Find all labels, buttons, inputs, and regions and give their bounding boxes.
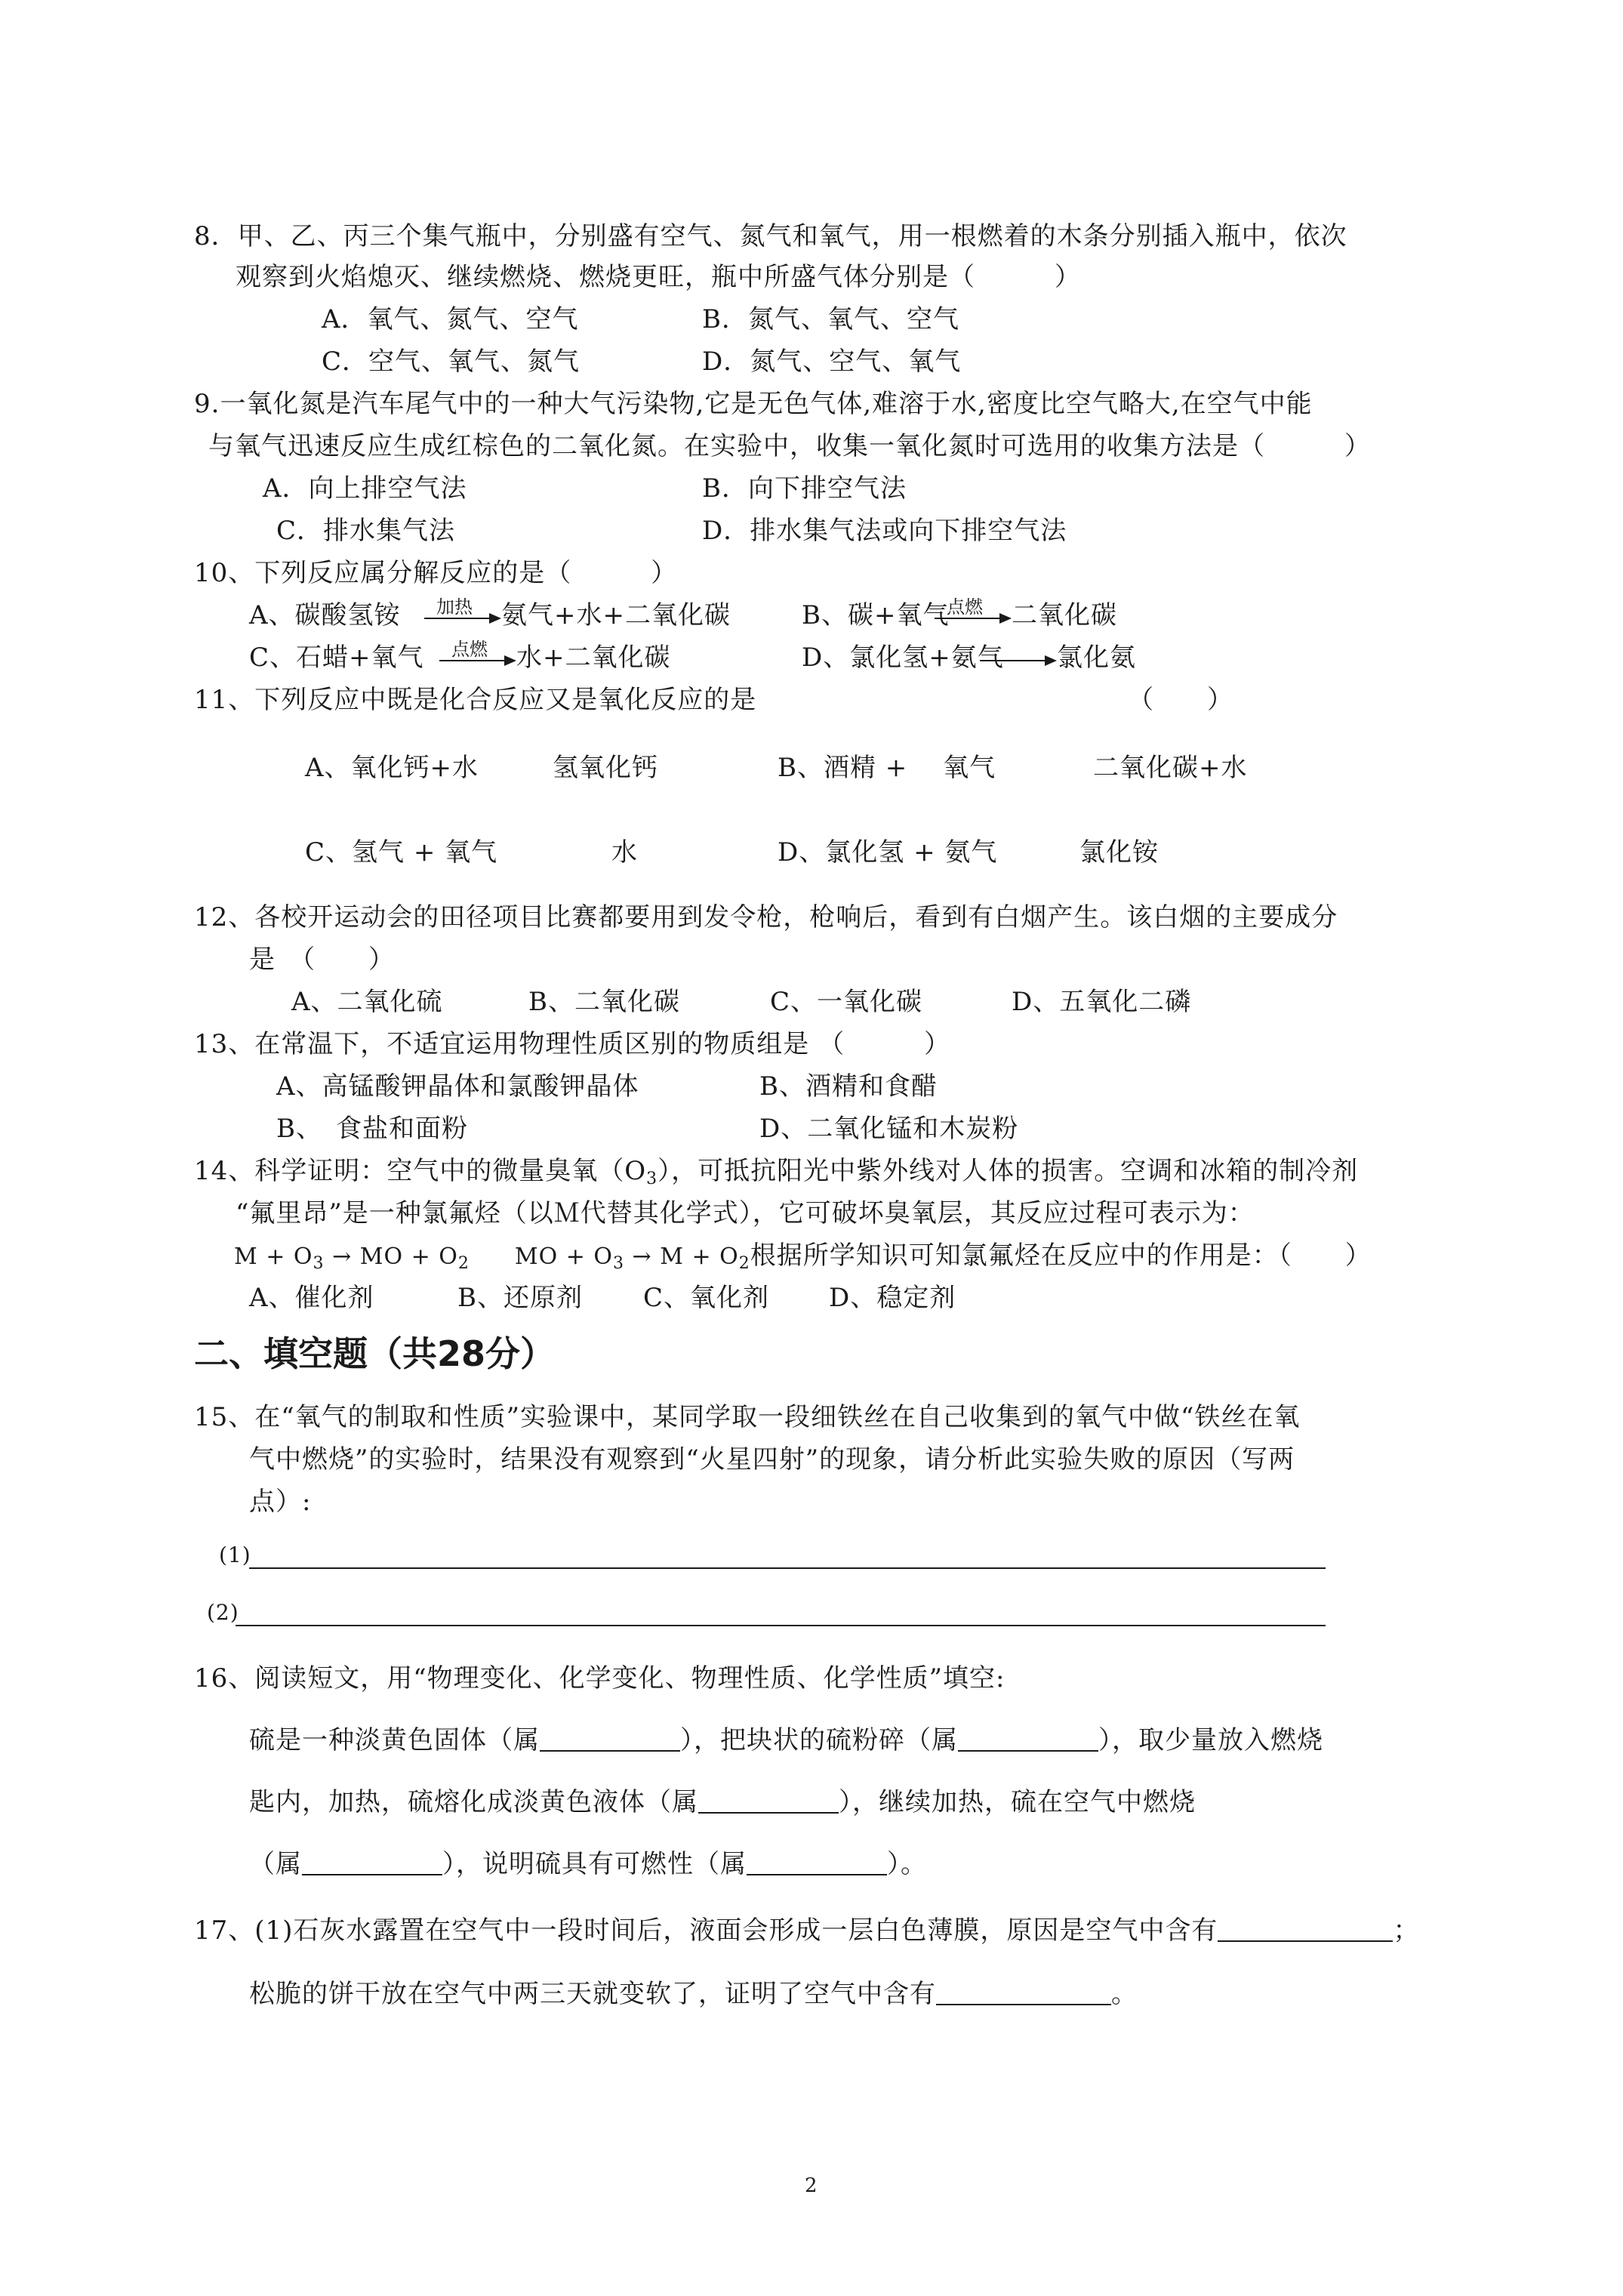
q16-stem: 16、阅读短文，用“物理变化、化学变化、物理性质、化学性质”填空: — [194, 1663, 1006, 1693]
reaction-arrow-icon — [438, 652, 518, 669]
q11-option-c-right: 水 — [611, 837, 638, 868]
q12-option-a: A、二氧化硫 — [291, 987, 443, 1017]
q13-option-d: D、二氧化锰和木炭粉 — [759, 1114, 1019, 1144]
q12-option-b: B、二氧化碳 — [528, 987, 680, 1017]
q14-option-b: B、还原剂 — [457, 1283, 583, 1313]
q11-option-b-right: 二氧化碳+水 — [1093, 753, 1248, 783]
q15-blank2-label: (2) — [207, 1600, 239, 1625]
q10-option-d-product: 氯化氨 — [1057, 643, 1136, 673]
q17-line2: 松脆的饼干放在空气中两三天就变软了，证明了空气中含有 。 — [249, 1979, 1138, 2009]
q17-line1: 17、(1)石灰水露置在空气中一段时间后，液面会形成一层白色薄膜，原因是空气中含有 ； — [194, 1915, 1420, 1946]
q8-option-c: C．空气、氧气、氮气 — [322, 347, 581, 377]
q10-option-a-reactant: A、碳酸氢铵 — [249, 600, 401, 630]
q11-option-d-right: 氯化铵 — [1079, 837, 1159, 868]
q10-option-d-reactant: D、氯化氢+氨气 — [802, 643, 1004, 673]
q10-option-b-product: 二氧化碳 — [1012, 600, 1117, 630]
q12-option-c: C、一氧化碳 — [770, 987, 923, 1017]
q11-option-a-right: 氢氧化钙 — [553, 753, 658, 783]
q10-option-b-reactant: B、碳+氧气 — [802, 600, 950, 630]
q13-option-c: B、 食盐和面粉 — [276, 1114, 468, 1144]
q10-option-c-condition: 点燃 — [451, 639, 488, 660]
q14-option-d: D、稳定剂 — [829, 1283, 956, 1313]
q10-stem: 10、下列反应属分解反应的是（ ） — [194, 558, 678, 588]
q8-stem-line1: 8．甲、乙、丙三个集气瓶中，分别盛有空气、氮气和氧气，用一根燃着的木条分别插入瓶中，依次 — [194, 221, 1347, 251]
q10-option-c-reactant: C、石蜡+氧气 — [249, 643, 424, 673]
q16-blank-3[interactable] — [698, 1789, 839, 1814]
q8-option-a: A．氧气、氮气、空气 — [322, 304, 579, 334]
q9-option-c: C．排水集气法 — [276, 516, 456, 546]
reaction-arrow-icon — [423, 610, 503, 627]
q12-stem-line1: 12、各校开运动会的田径项目比赛都要用到发令枪，枪响后，看到有白烟产生。该白烟的主要成分 — [194, 902, 1338, 932]
q12-option-d: D、五氧化二磷 — [1012, 987, 1192, 1017]
q13-option-b: B、酒精和食醋 — [759, 1071, 938, 1102]
q14-stem-line2: “氟里昂”是一种氯氟烃（以Ｍ代替其化学式），它可破坏臭氧层，其反应过程可表示为： — [236, 1198, 1255, 1228]
q9-option-b: B．向下排空气法 — [702, 473, 907, 504]
q15-stem-line1: 15、在“氧气的制取和性质”实验课中，某同学取一段细铁丝在自己收集到的氧气中做“铁丝在氧 — [194, 1402, 1301, 1432]
q10-option-c-product: 水+二氧化碳 — [516, 643, 671, 673]
q10-option-b-condition: 点燃 — [947, 596, 983, 618]
q11-option-a-left: A、氧化钙+水 — [305, 753, 479, 783]
q15-stem-line2: 气中燃烧”的实验时，结果没有观察到“火星四射”的现象，请分析此实验失败的原因（写两 — [249, 1444, 1295, 1475]
q13-option-a: A、高锰酸钾晶体和氯酸钾晶体 — [276, 1071, 639, 1102]
q11-option-c-left: C、氢气 + 氧气 — [305, 837, 498, 868]
q16-blank-2[interactable] — [958, 1727, 1098, 1752]
q10-option-a-product: 氨气+水+二氧化碳 — [501, 600, 731, 630]
q11-stem: 11、下列反应中既是化合反应又是氧化反应的是 — [194, 685, 757, 715]
q16-blank-4[interactable] — [302, 1851, 442, 1875]
q16-blank-1[interactable] — [540, 1727, 680, 1752]
q15-blank1-label: (1) — [219, 1542, 251, 1567]
reaction-arrow-icon — [933, 610, 1013, 627]
q16-line2: 匙内，加热，硫熔化成淡黄色液体（属 ），继续加热，硫在空气中燃烧 — [249, 1787, 1196, 1817]
q14-option-c: C、氧化剂 — [643, 1283, 770, 1313]
q17-blank-2[interactable] — [936, 1981, 1111, 2005]
q14-option-a: A、催化剂 — [249, 1283, 374, 1313]
reaction-arrow-icon — [978, 652, 1058, 669]
q9-stem-line1: 9.一氧化氮是汽车尾气中的一种大气污染物,它是无色气体,难溶于水,密度比空气略大,在空气中能 — [194, 389, 1313, 419]
q8-option-d: D．氮气、空气、氧气 — [702, 347, 962, 377]
page-number: 2 — [805, 2174, 818, 2197]
q14-stem-line1: 14、科学证明：空气中的微量臭氧$(O_3)$，可抵抗阳光中紫外线对人体的损害。空调和冰箱的制冷剂 — [194, 1156, 1359, 1188]
q15-answer-blank-2[interactable] — [236, 1625, 1326, 1626]
q8-option-b: B．氮气、氧气、空气 — [702, 304, 959, 334]
q9-stem-line2: 与氧气迅速反应生成红棕色的二氧化氮。在实验中，收集一氧化氮时可选用的收集方法是（ ） — [208, 431, 1371, 461]
q11-option-d-left: D、氯化氢 + 氨气 — [778, 837, 998, 868]
q14-equations: $M + O_3$ → MO + $O_2$ MO + $O_3 \to M + O_2$根据所学知识可知氯氟烃在反应中的作用是：（ ） — [234, 1240, 1372, 1273]
q11-option-b-left: B、酒精 + 氧气 — [778, 753, 996, 783]
q16-line1: 硫是一种淡黄色固体（属 ），把块状的硫粉碎（属 ），取少量放入燃烧 — [249, 1725, 1323, 1755]
q13-stem: 13、在常温下，不适宜运用物理性质区别的物质组是 （ ） — [194, 1029, 951, 1059]
q16-line3: （属 ），说明硫具有可燃性（属 ）。 — [249, 1849, 927, 1879]
q9-option-a: A．向上排空气法 — [263, 473, 467, 504]
q8-stem-line2: 观察到火焰熄灭、继续燃烧、燃烧更旺，瓶中所盛气体分别是（ ） — [236, 262, 1081, 292]
q15-stem-line3: 点）: — [249, 1487, 312, 1517]
q15-answer-blank-1[interactable] — [249, 1567, 1326, 1569]
section-heading: 二、填空题（共28分） — [194, 1333, 556, 1374]
q10-option-a-condition: 加热 — [436, 596, 473, 618]
q9-option-d: D．排水集气法或向下排空气法 — [702, 516, 1067, 546]
q11-answer-paren: （ ） — [1128, 685, 1233, 715]
q17-blank-1[interactable] — [1218, 1918, 1393, 1942]
q12-stem-line2: 是 （ ） — [249, 945, 395, 975]
q16-blank-5[interactable] — [747, 1851, 887, 1875]
